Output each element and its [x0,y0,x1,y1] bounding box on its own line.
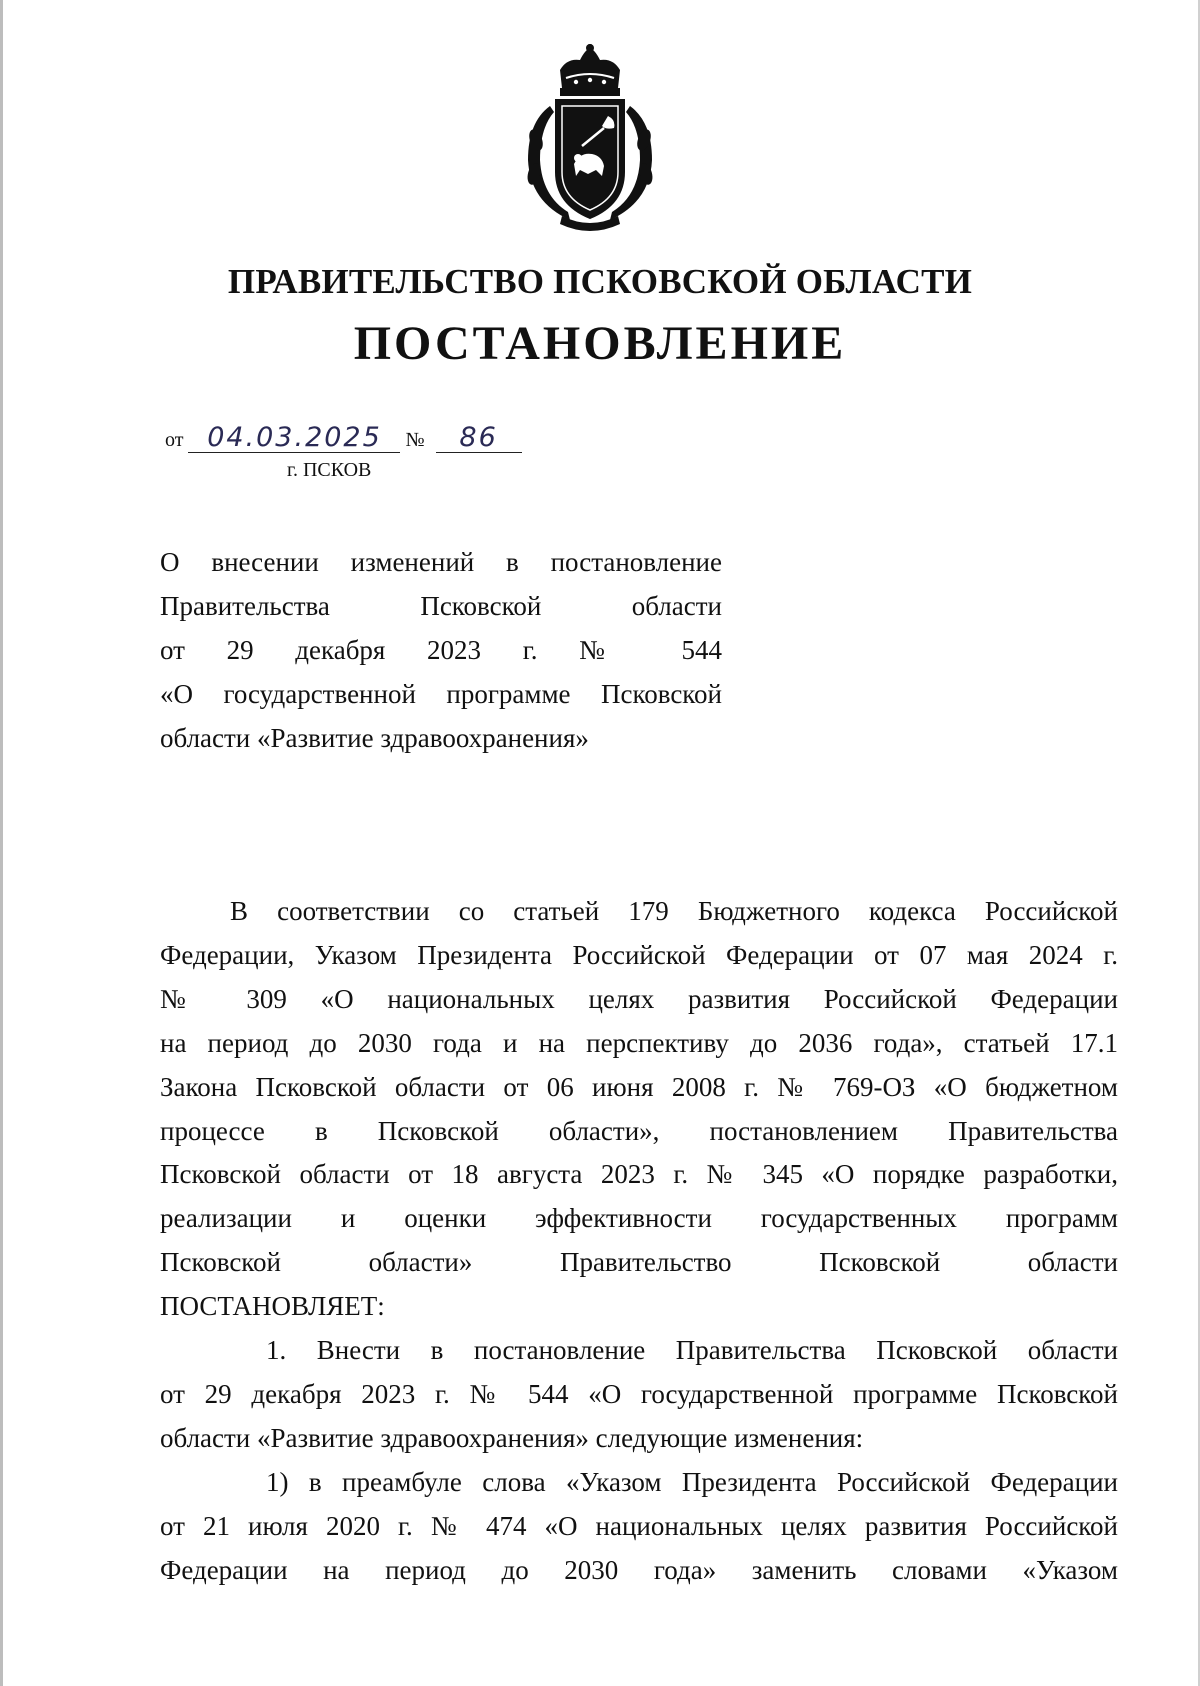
number-label: № [405,429,425,451]
handwritten-date: 04.03.2025 [188,424,400,453]
pskov-coat-of-arms-icon [522,44,658,234]
body-line: процессе в Псковской области», постановлением Правительства [160,1115,1118,1146]
subject-line: О внесении изменений в постановление [160,547,722,577]
body-line: 1) в преамбуле слова «Указом Президента Российской Федерации [266,1466,1118,1497]
body-line: 1. Внести в постановление Правительства Псковской области [266,1335,1118,1366]
subject-line: «О государственной программе Псковской [160,679,722,709]
body-line: Псковской области» Правительство Псковской области [160,1247,1118,1278]
body-line: Псковской области от 18 августа 2023 г. № 345 «О порядке разработки, [160,1159,1118,1190]
body-line: Федерации на период до 2030 года» заменить словами «Указом [160,1554,1118,1585]
body-line: области «Развитие здравоохранения» следующие изменения: [160,1422,864,1453]
government-title: ПРАВИТЕЛЬСТВО ПСКОВСКОЙ ОБЛАСТИ [227,262,973,301]
body-line: от 21 июля 2020 г. № 474 «О национальных целях развития Российской [160,1510,1118,1541]
body-line: реализации и оценки эффективности государственных программ [160,1203,1118,1234]
subject-line: области «Развитие здравоохранения» [160,723,589,753]
document-type-title: ПОСТАНОВЛЕНИЕ [353,317,847,370]
body-line: Закона Псковской области от 06 июня 2008 г. № 769-ОЗ «О бюджетном [160,1071,1118,1102]
body-line: на период до 2030 года и на перспективу до 2036 года», статьей 17.1 [160,1027,1118,1058]
subject-line: от 29 декабря 2023 г. № 544 [160,635,722,665]
city-label: г. ПСКОВ [287,459,372,481]
handwritten-number: 86 [436,424,522,453]
scan-edge-left [0,0,3,1686]
document-subject [160,540,722,760]
body-line: от 29 декабря 2023 г. № 544 «О государственной программе Псковской [160,1378,1118,1409]
from-label: от [165,429,184,451]
body-line: № 309 «О национальных целях развития Российской Федерации [160,983,1118,1014]
body-line: В соответствии со статьей 179 Бюджетного кодекса Российской [230,896,1118,926]
body-line: Федерации, Указом Президента Российской Федерации от 07 мая 2024 г. [160,939,1118,970]
date-number-line [165,424,522,453]
body-line: ПОСТАНОВЛЯЕТ: [160,1291,385,1322]
document-body [160,890,1118,1593]
subject-line: Правительства Псковской области [160,591,722,621]
